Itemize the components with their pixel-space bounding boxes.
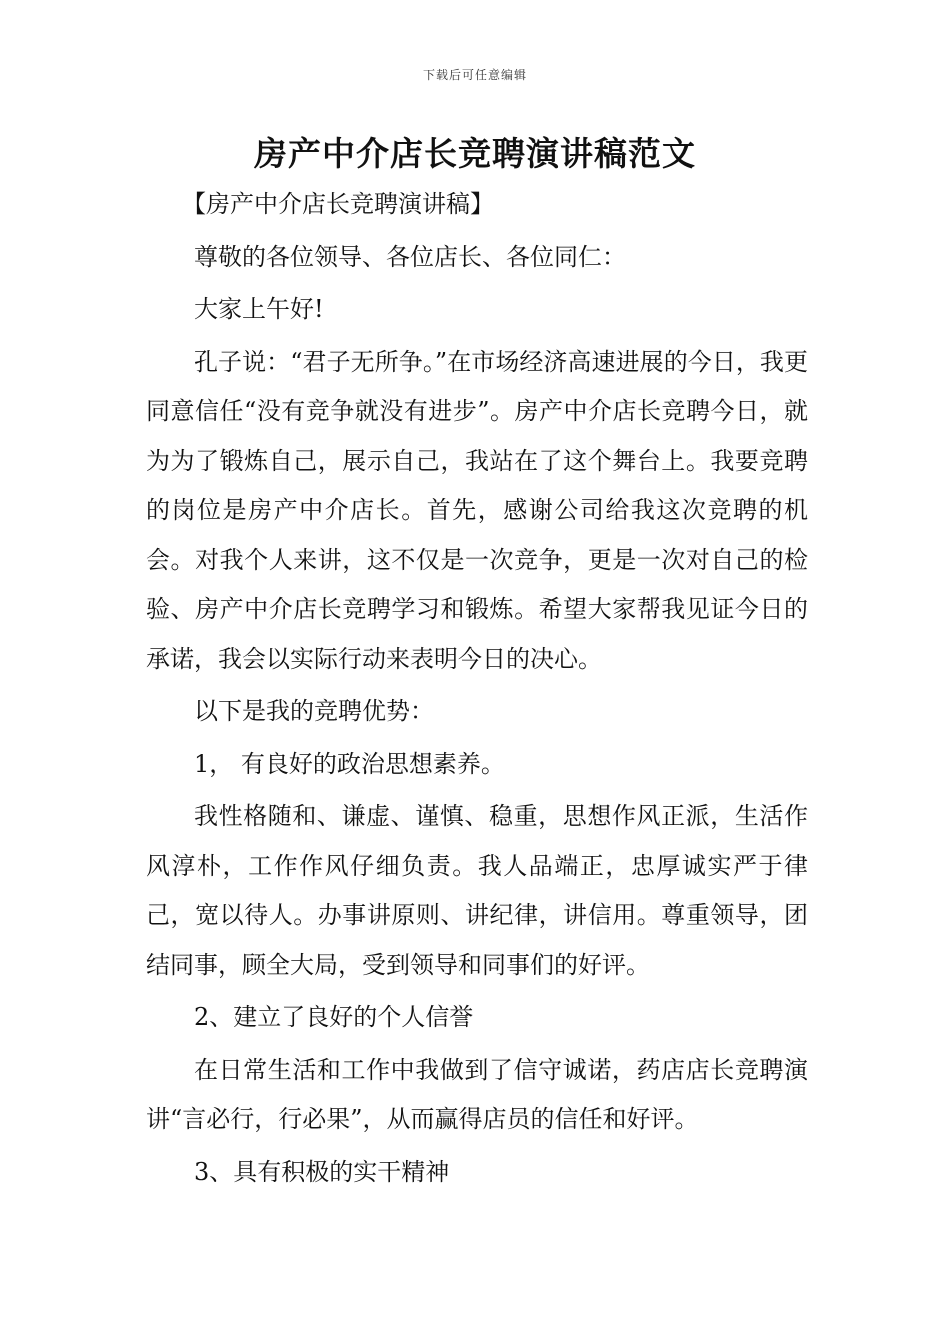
advantages-heading: 以下是我的竞聘优势： xyxy=(194,697,434,725)
point-1-body: 我性格随和、谦虚、谨慎、稳重，思想作风正派，生活作风淳朴，工作作风仔细负责。我人品端正，忠厚诚实严于律己，宽以待人。办事讲原则、讲纪律，讲信用。尊重领导，团结同事，顾全大局，受到领导和同事们的好评。 xyxy=(146,802,808,979)
point-2-body: 在日常生活和工作中我做到了信守诚诺，药店店长竞聘演讲“言必行，行必果”，从而赢得店员的信任和好评。 xyxy=(146,1055,808,1133)
point-3-heading: 3、具有积极的实干精神 xyxy=(194,1157,450,1186)
subtitle: 【房产中介店长竞聘演讲稿】 xyxy=(182,190,494,218)
intro-paragraph: 孔子说：“君子无所争。”在市场经济高速进展的今日，我更同意信任“没有竞争就没有进步”。房产中介店长竞聘今日，就为为了锻炼自己，展示自己，我站在了这个舞台上。我要竞聘的岗位是房产中介店长。首先，感谢公司给我这次竞聘的机会。对我个人来讲，这不仅是一次竞争，更是一次对自己的检验、房产中介店长竞聘学习和锻炼。希望大家帮我见证今日的承诺，我会以实际行动来表明今日的决心。 xyxy=(146,347,808,673)
header-note: 下载后可任意编辑 xyxy=(422,68,527,82)
document-title: 房产中介店长竞聘演讲稿范文 xyxy=(254,134,696,173)
point-2-heading: 2、建立了良好的个人信誉 xyxy=(194,1003,474,1031)
point-1-heading: 1， 有良好的政治思想素养。 xyxy=(194,749,505,778)
salutation: 尊敬的各位领导、各位店长、各位同仁： xyxy=(194,242,626,271)
greeting: 大家上午好! xyxy=(194,295,324,323)
document-body xyxy=(146,180,808,1197)
